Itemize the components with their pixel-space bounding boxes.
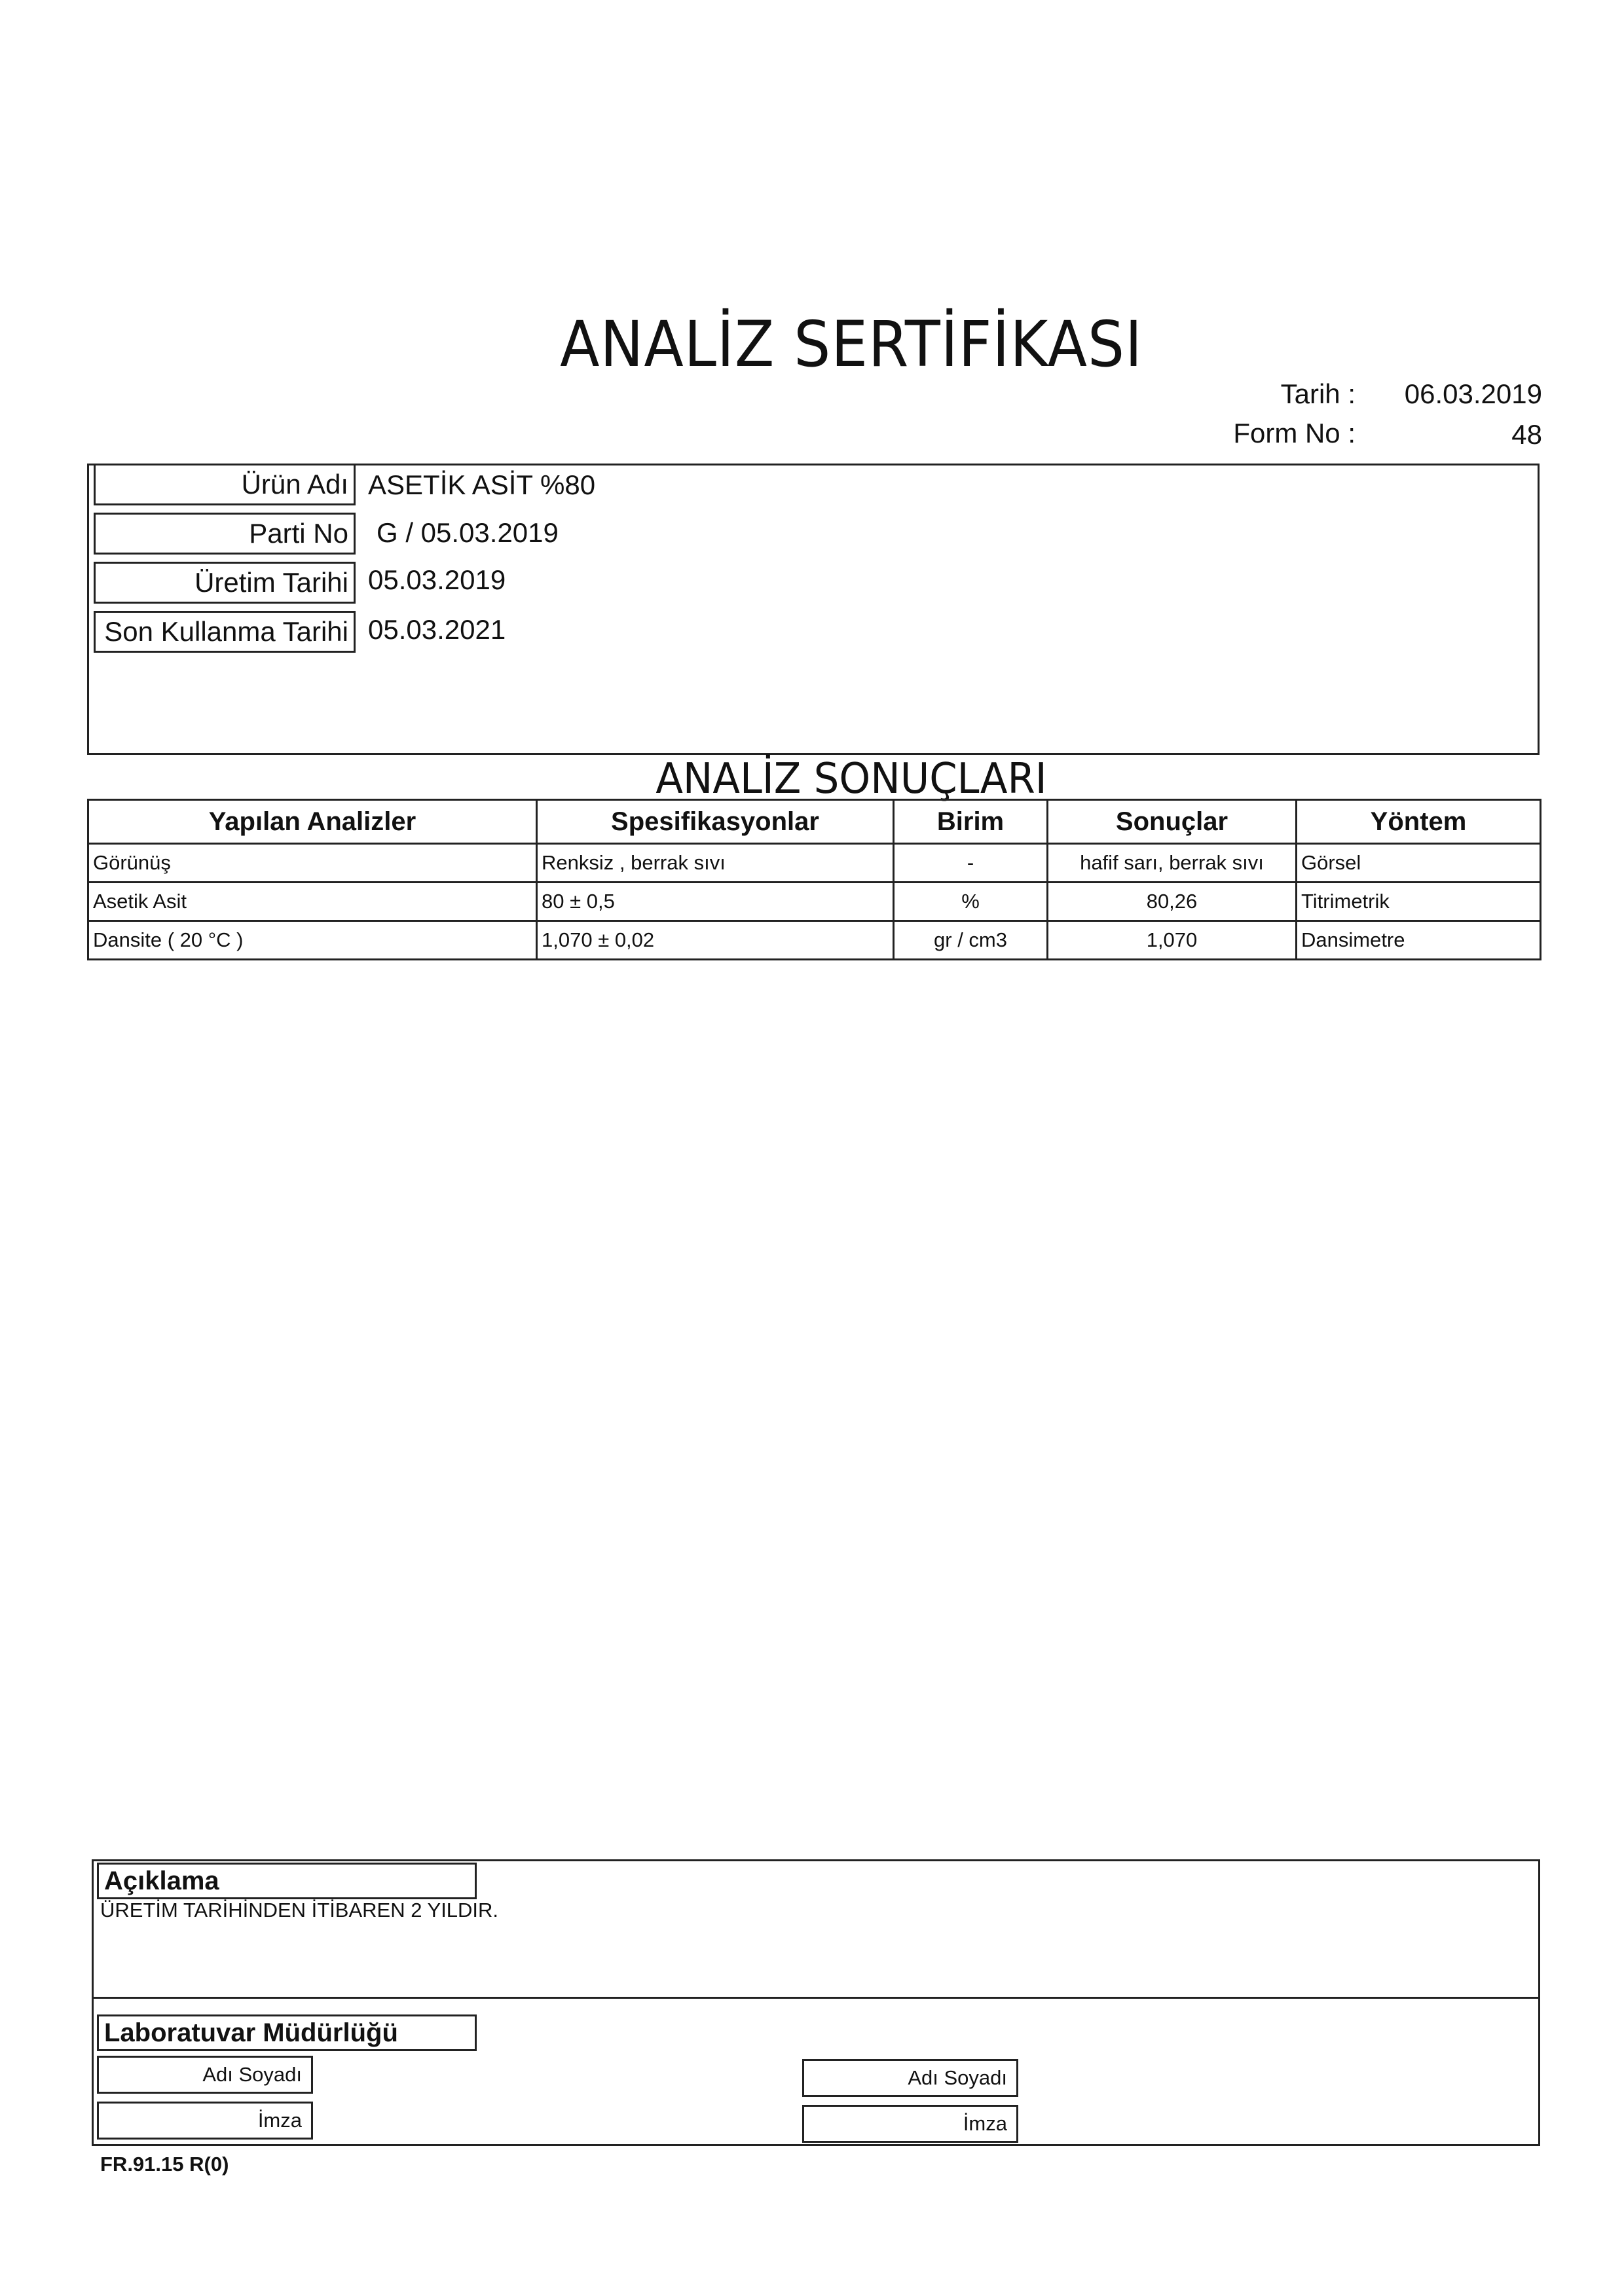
notes-heading: Açıklama bbox=[97, 1863, 477, 1899]
batch-no-label: Parti No bbox=[94, 513, 356, 555]
date-label: Tarih : bbox=[1280, 378, 1356, 409]
expiry-date-value: 05.03.2021 bbox=[368, 614, 506, 645]
notes-text: ÜRETİM TARİHİNDEN İTİBAREN 2 YILDIR. bbox=[100, 1899, 499, 1922]
table-cell: Dansimetre bbox=[1297, 921, 1541, 960]
production-date-value: 05.03.2019 bbox=[368, 564, 506, 595]
table-cell: gr / cm3 bbox=[894, 921, 1048, 960]
production-date-label: Üretim Tarihi bbox=[94, 562, 356, 604]
expiry-date-label: Son Kullanma Tarihi bbox=[94, 611, 356, 653]
table-cell: 80,26 bbox=[1048, 883, 1297, 921]
batch-no-value: G / 05.03.2019 bbox=[377, 517, 559, 548]
table-row bbox=[88, 883, 1541, 921]
table-cell: Dansite ( 20 °C ) bbox=[88, 921, 537, 960]
form-no-label: Form No : bbox=[1233, 418, 1356, 448]
column-header: Sonuçlar bbox=[1048, 800, 1297, 844]
table-header-row bbox=[88, 800, 1541, 844]
left-signature-field[interactable]: İmza bbox=[97, 2102, 313, 2140]
lab-heading: Laboratuvar Müdürlüğü bbox=[97, 2014, 477, 2051]
date-value: 06.03.2019 bbox=[1404, 378, 1542, 409]
column-header: Spesifikasyonlar bbox=[537, 800, 894, 844]
column-header: Birim bbox=[894, 800, 1048, 844]
product-name-label: Ürün Adı bbox=[94, 464, 356, 505]
column-header: Yapılan Analizler bbox=[88, 800, 537, 844]
table-cell: Görünüş bbox=[88, 844, 537, 883]
table-cell: % bbox=[894, 883, 1048, 921]
table-cell: - bbox=[894, 844, 1048, 883]
table-cell: hafif sarı, berrak sıvı bbox=[1048, 844, 1297, 883]
product-name-value: ASETİK ASİT %80 bbox=[368, 469, 596, 500]
table-cell: 1,070 ± 0,02 bbox=[537, 921, 894, 960]
document-title: ANALİZ SERTİFİKASI bbox=[560, 308, 1143, 381]
table-cell: Renksiz , berrak sıvı bbox=[537, 844, 894, 883]
right-signature-field[interactable]: İmza bbox=[802, 2105, 1018, 2143]
product-info-frame bbox=[87, 464, 1540, 755]
analysis-results-table bbox=[87, 799, 1541, 960]
section-divider bbox=[92, 1997, 1540, 1999]
table-row bbox=[88, 921, 1541, 960]
table-row bbox=[88, 844, 1541, 883]
results-title: ANALİZ SONUÇLARI bbox=[655, 755, 1047, 803]
table-cell: Asetik Asit bbox=[88, 883, 537, 921]
table-cell: Görsel bbox=[1297, 844, 1541, 883]
right-name-field[interactable]: Adı Soyadı bbox=[802, 2059, 1018, 2097]
left-name-field[interactable]: Adı Soyadı bbox=[97, 2056, 313, 2094]
form-code: FR.91.15 R(0) bbox=[100, 2153, 229, 2176]
column-header: Yöntem bbox=[1297, 800, 1541, 844]
table-cell: 80 ± 0,5 bbox=[537, 883, 894, 921]
table-cell: 1,070 bbox=[1048, 921, 1297, 960]
table-cell: Titrimetrik bbox=[1297, 883, 1541, 921]
form-no-value: 48 bbox=[1511, 419, 1542, 450]
